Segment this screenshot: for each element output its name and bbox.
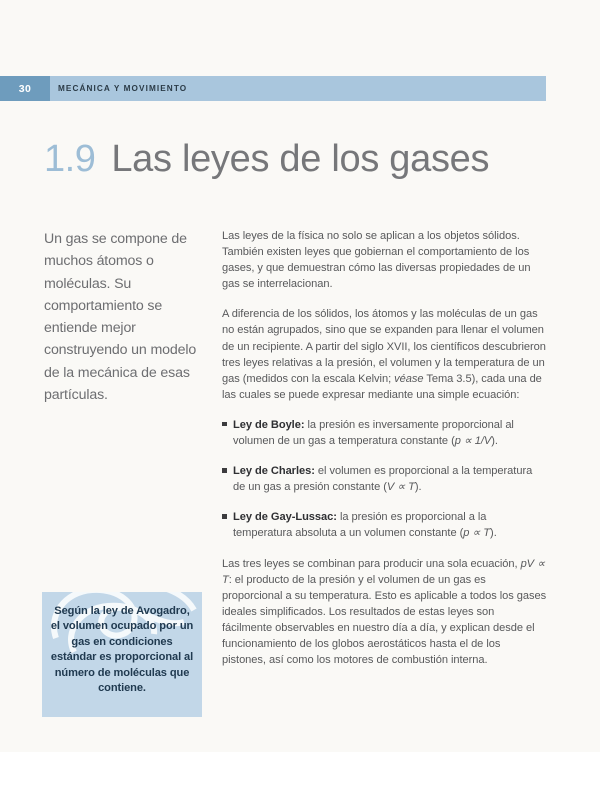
running-header-band [0, 76, 546, 101]
law-formula: p ∝ 1/V [454, 435, 492, 448]
combined-gas-law-formula: pV ∝ T [222, 557, 545, 586]
bullet-square-icon [222, 468, 227, 473]
paragraph-3-text-before: Las tres leyes se combinan para producir una sola ecuación, [222, 557, 521, 570]
law-name: Ley de Charles: [233, 465, 315, 478]
chapter-number: 1.9 [44, 138, 96, 180]
body-column [222, 228, 547, 668]
law-description-after: ). [491, 435, 498, 448]
paragraph-3-text-after: : el producto de la presión y el volumen de un gas es proporcional a su temperatura. Esto es aplicable a todos los gases ideales simplificados. Los resultados de estas leyes son fácilmente observables en nuestro día a día, y explican desde el funcionamiento de los globos aerostáticos hasta el de los pistones, así como los motores de combustión interna. [222, 573, 547, 667]
running-header-title: MECÁNICA Y MOVIMIENTO [58, 84, 188, 93]
law-description-after: ). [490, 527, 497, 540]
callout-box [42, 592, 202, 717]
law-formula: V ∝ T [386, 481, 415, 494]
gas-laws-list [222, 417, 547, 542]
body-paragraph-2 [222, 306, 547, 403]
list-item [222, 463, 547, 495]
law-description-before: el volumen es proporcional a la temperatura de un gas a presión constante ( [233, 465, 533, 494]
bullet-square-icon [222, 514, 227, 519]
standfirst-text: Un gas se compone de muchos átomos o moléculas. Su comportamiento se entiende mejor construyendo un modelo de la mecánica de esas partículas. [44, 231, 197, 404]
law-description-after: ). [414, 481, 422, 494]
bullet-square-icon [222, 422, 227, 427]
law-formula: p ∝ T [463, 527, 491, 540]
body-paragraph-1: Las leyes de la física no solo se aplican a los objetos sólidos. También existen leyes que gobiernan el comportamiento de los gases, y que demuestran cómo las diversas propiedades de un gas se interrelacionan. [222, 230, 531, 291]
list-item [222, 509, 547, 541]
paragraph-2-text-after: Tema 3.5), cada una de las cuales se puede expresar mediante una simple ecuación: [222, 372, 542, 401]
page-title [44, 138, 489, 181]
chapter-name: Las leyes de los gases [111, 138, 490, 180]
see-also-reference: véase [394, 372, 424, 385]
callout-text: Según la ley de Avogadro, el volumen ocupado por un gas en condiciones estándar es proporcional al número de moléculas que contiene. [50, 605, 194, 695]
body-paragraph-3 [222, 556, 547, 669]
law-name: Ley de Boyle: [233, 418, 305, 431]
law-description-before: la presión es proporcional a la temperatura absoluta a un volumen constante ( [233, 511, 487, 540]
law-name: Ley de Gay-Lussac: [233, 511, 337, 524]
list-item [222, 417, 547, 449]
paragraph-2-text-before: A diferencia de los sólidos, los átomos y las moléculas de un gas no están agrupados, sino que se expanden para llenar el volumen de un recipiente. A partir del siglo XVII, los científicos descubrieron tres leyes relativas a la presión, el volumen y la temperatura de un gas (medidos con la escala Kelvin; [222, 308, 546, 385]
page-number: 30 [0, 76, 50, 101]
law-description-before: la presión es inversamente proporcional al volumen de un gas a temperatura constante ( [233, 418, 514, 448]
